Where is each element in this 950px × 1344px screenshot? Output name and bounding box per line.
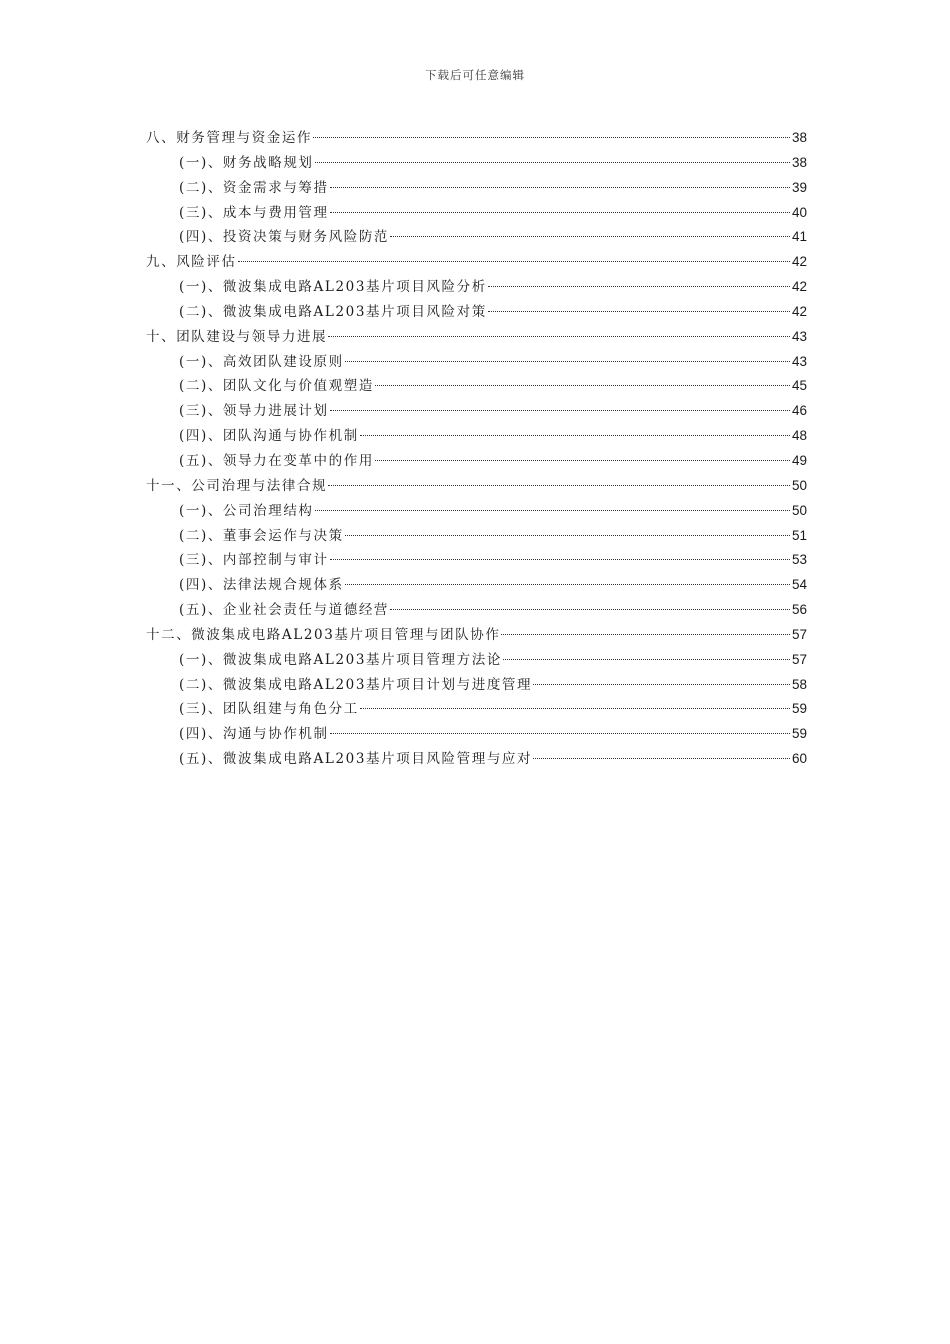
toc-dot-leader [345,584,790,585]
toc-dot-leader [360,435,790,436]
toc-page-number: 41 [791,229,807,245]
toc-section-entry[interactable] [146,225,807,250]
toc-section-entry[interactable] [146,722,807,747]
toc-dot-leader [501,634,789,635]
toc-page-number: 50 [791,477,807,493]
toc-page-number: 39 [791,179,807,195]
toc-section-entry[interactable] [146,151,807,176]
toc-section-entry[interactable] [146,424,807,449]
toc-chapter-entry[interactable] [146,126,807,151]
toc-entry-label: 十一、公司治理与法律合规 [146,477,328,494]
toc-entry-label: 十二、微波集成电路AL203基片项目管理与团队协作 [146,626,501,643]
toc-dot-leader [328,336,790,337]
toc-entry-label: (三)、内部控制与审计 [179,552,329,569]
toc-page-number: 60 [791,751,807,767]
toc-page-number: 42 [791,254,807,270]
toc-page-number: 38 [791,154,807,170]
toc-entry-label: (五)、领导力在变革中的作用 [179,452,374,469]
toc-page-number: 43 [791,353,807,369]
toc-entry-label: (一)、微波集成电路AL203基片项目风险分析 [179,279,487,296]
toc-dot-leader [390,236,790,237]
toc-chapter-entry[interactable] [146,474,807,499]
toc-dot-leader [488,286,790,287]
table-of-contents [146,126,807,772]
toc-dot-leader [375,460,790,461]
toc-page-number: 56 [791,602,807,618]
toc-page-number: 54 [791,577,807,593]
toc-section-entry[interactable] [146,524,807,549]
toc-section-entry[interactable] [146,201,807,226]
toc-entry-label: (五)、微波集成电路AL203基片项目风险管理与应对 [179,751,533,768]
toc-dot-leader [345,535,790,536]
toc-section-entry[interactable] [146,374,807,399]
toc-entry-label: 九、风险评估 [146,254,237,271]
toc-page-number: 59 [791,726,807,742]
toc-entry-label: (四)、团队沟通与协作机制 [179,428,359,445]
toc-section-entry[interactable] [146,300,807,325]
toc-entry-label: (四)、法律法规合规体系 [179,577,344,594]
toc-page-number: 46 [791,403,807,419]
toc-chapter-entry[interactable] [146,250,807,275]
toc-entry-label: (二)、微波集成电路AL203基片项目计划与进度管理 [179,676,533,693]
toc-section-entry[interactable] [146,697,807,722]
toc-page-number: 50 [791,502,807,518]
toc-section-entry[interactable] [146,648,807,673]
toc-entry-label: (一)、公司治理结构 [179,502,314,519]
toc-entry-label: (一)、财务战略规划 [179,154,314,171]
toc-dot-leader [330,410,790,411]
toc-page-number: 53 [791,552,807,568]
toc-page-number: 49 [791,452,807,468]
toc-dot-leader [330,559,790,560]
toc-entry-label: (三)、领导力进展计划 [179,403,329,420]
toc-section-entry[interactable] [146,176,807,201]
toc-section-entry[interactable] [146,350,807,375]
toc-entry-label: (三)、成本与费用管理 [179,204,329,221]
toc-dot-leader [390,609,790,610]
toc-entry-label: (四)、投资决策与财务风险防范 [179,229,390,246]
toc-dot-leader [238,261,790,262]
toc-dot-leader [360,708,790,709]
toc-section-entry[interactable] [146,499,807,524]
toc-page-number: 43 [791,328,807,344]
toc-section-entry[interactable] [146,399,807,424]
toc-dot-leader [375,385,790,386]
toc-page-number: 57 [791,626,807,642]
toc-page-number: 40 [791,204,807,220]
toc-dot-leader [330,212,790,213]
toc-section-entry[interactable] [146,449,807,474]
toc-page-number: 42 [791,279,807,295]
toc-dot-leader [533,758,790,759]
toc-page-number: 42 [791,303,807,319]
toc-entry-label: (五)、企业社会责任与道德经营 [179,602,390,619]
toc-page-number: 51 [791,527,807,543]
toc-section-entry[interactable] [146,548,807,573]
toc-page-number: 48 [791,428,807,444]
toc-dot-leader [533,684,790,685]
toc-entry-label: (三)、团队组建与角色分工 [179,701,359,718]
toc-page-number: 59 [791,701,807,717]
toc-entry-label: (二)、微波集成电路AL203基片项目风险对策 [179,303,487,320]
toc-entry-label: 八、财务管理与资金运作 [146,130,313,146]
toc-page-number: 58 [791,676,807,692]
toc-dot-leader [313,137,790,138]
toc-entry-label: (一)、高效团队建设原则 [179,353,344,370]
toc-entry-label: (二)、资金需求与筹措 [179,179,329,196]
toc-section-entry[interactable] [146,275,807,300]
toc-dot-leader [345,361,790,362]
toc-dot-leader [315,162,790,163]
toc-entry-label: 十、团队建设与领导力进展 [146,328,328,345]
toc-page-number: 38 [791,130,807,145]
toc-section-entry[interactable] [146,598,807,623]
toc-entry-label: (二)、团队文化与价值观塑造 [179,378,374,395]
toc-entry-label: (四)、沟通与协作机制 [179,726,329,743]
toc-entry-label: (二)、董事会运作与决策 [179,527,344,544]
toc-dot-leader [315,510,790,511]
toc-dot-leader [503,659,790,660]
toc-chapter-entry[interactable] [146,623,807,648]
toc-page-number: 57 [791,651,807,667]
toc-section-entry[interactable] [146,747,807,772]
toc-page-number: 45 [791,378,807,394]
toc-dot-leader [328,485,790,486]
toc-dot-leader [488,311,790,312]
toc-section-entry[interactable] [146,673,807,698]
toc-dot-leader [330,733,790,734]
toc-entry-label: (一)、微波集成电路AL203基片项目管理方法论 [179,651,502,668]
toc-dot-leader [330,187,790,188]
page-header: 下载后可任意编辑 [425,68,525,82]
toc-chapter-entry[interactable] [146,325,807,350]
toc-section-entry[interactable] [146,573,807,598]
